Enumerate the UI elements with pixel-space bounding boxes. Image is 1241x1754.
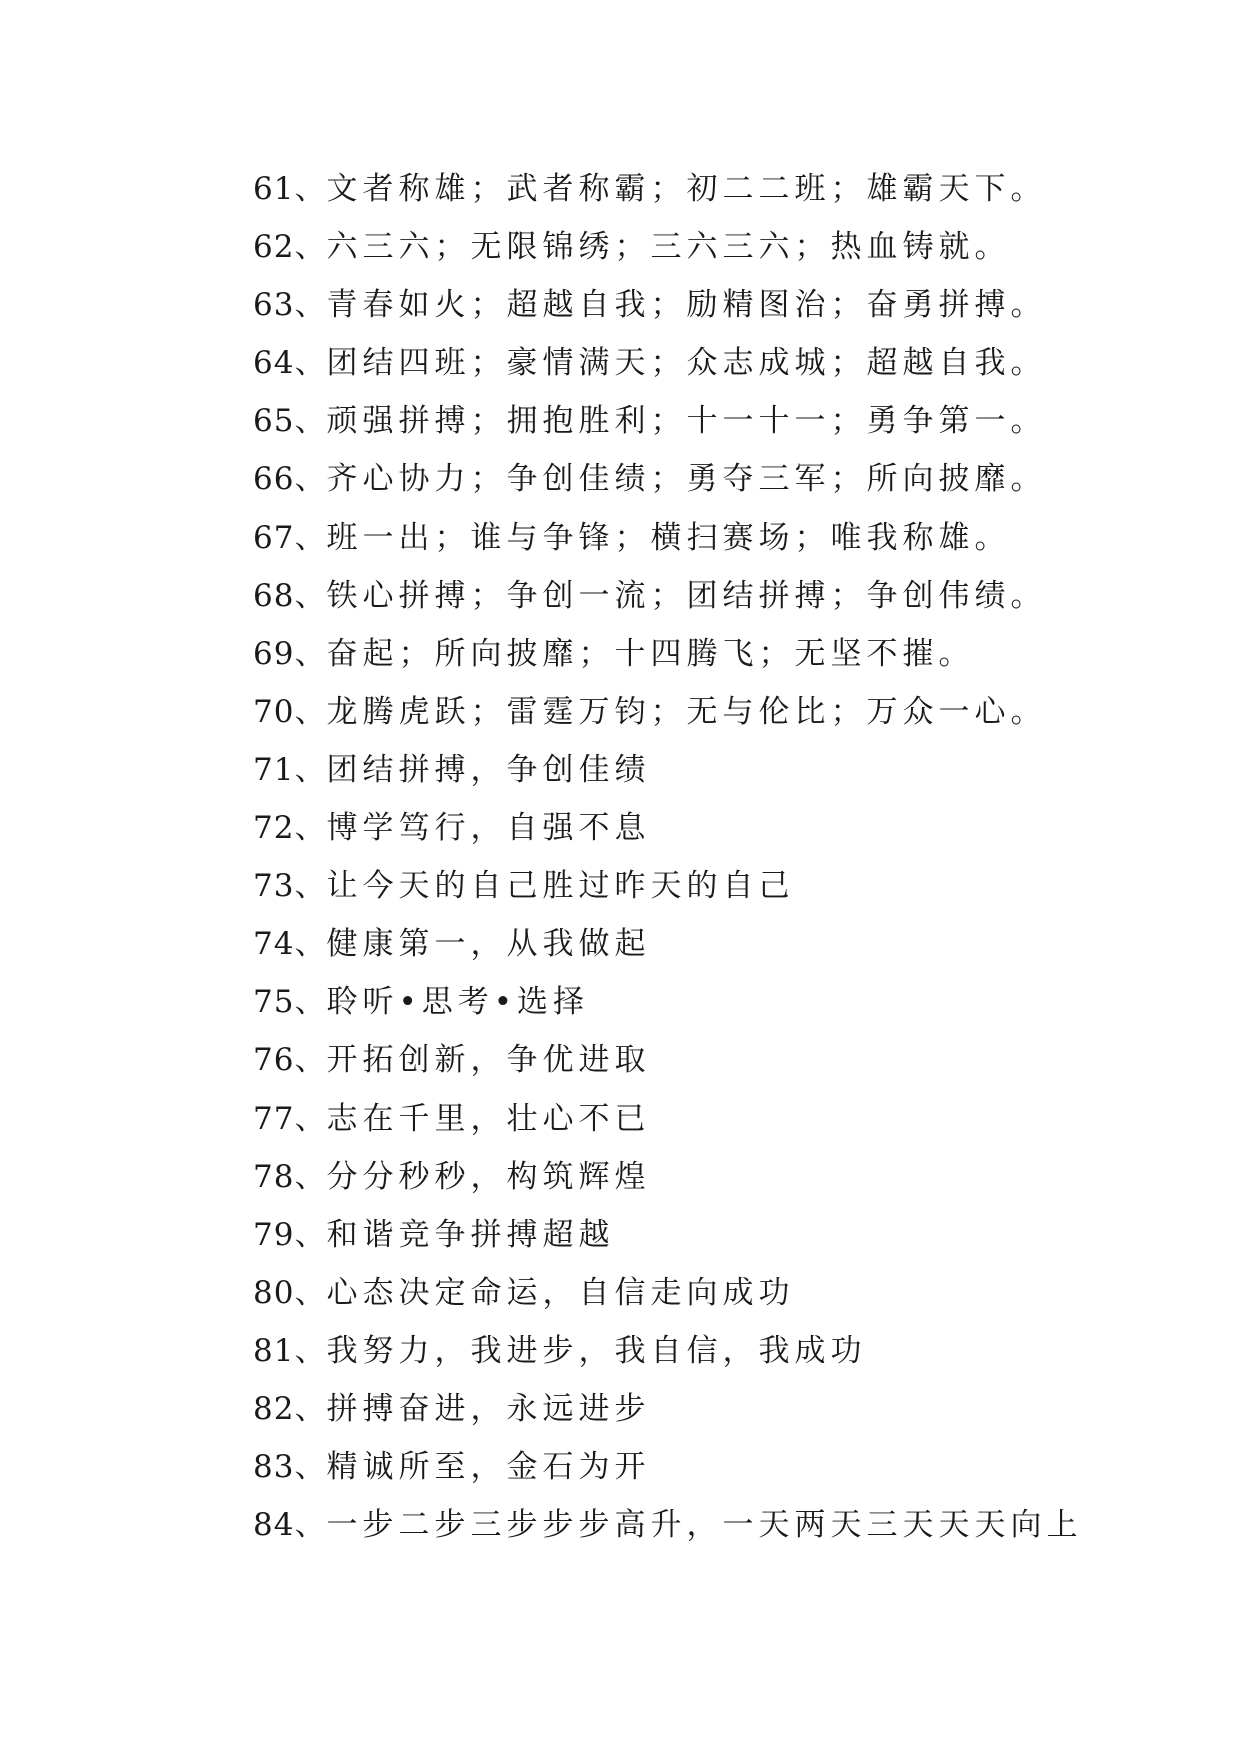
item-text: 一步二步三步步步高升，一天两天三天天天向上 xyxy=(326,1507,1083,1544)
list-item xyxy=(253,973,1153,1031)
item-number: 72、 xyxy=(253,810,327,847)
list-item xyxy=(253,1264,1153,1322)
list-item xyxy=(253,450,1153,508)
item-number: 75、 xyxy=(253,984,327,1021)
item-number: 64、 xyxy=(253,345,327,382)
item-text: 分分秒秒，构筑辉煌 xyxy=(326,1158,651,1195)
item-text: 龙腾虎跃；雷霆万钧；无与伦比；万众一心。 xyxy=(326,693,1047,730)
item-text: 和谐竞争拼搏超越 xyxy=(326,1216,615,1253)
item-text: 文者称雄；武者称霸；初二二班；雄霸天下。 xyxy=(326,171,1047,207)
item-text: 心态决定命运，自信走向成功 xyxy=(326,1274,795,1311)
list-item xyxy=(253,857,1153,915)
item-text: 我努力，我进步，我自信，我成功 xyxy=(326,1332,867,1369)
item-number: 63、 xyxy=(253,287,327,324)
item-number: 83、 xyxy=(253,1449,327,1486)
item-text: 聆听•思考•选择 xyxy=(326,984,590,1021)
item-number: 78、 xyxy=(253,1158,327,1195)
slogan-list xyxy=(253,160,1153,1554)
item-text: 奋起；所向披靡；十四腾飞；无坚不摧。 xyxy=(326,635,975,672)
list-item xyxy=(253,741,1153,799)
item-text: 精诚所至，金石为开 xyxy=(326,1449,651,1486)
list-item xyxy=(253,1322,1153,1380)
list-item xyxy=(253,915,1153,973)
item-number: 73、 xyxy=(253,868,327,905)
item-number: 61、 xyxy=(253,171,327,207)
item-text: 青春如火；超越自我；励精图治；奋勇拼搏。 xyxy=(326,287,1047,324)
item-text: 博学笃行，自强不息 xyxy=(326,810,651,847)
item-number: 71、 xyxy=(253,751,327,788)
list-item xyxy=(253,218,1153,276)
list-item xyxy=(253,799,1153,857)
list-item xyxy=(253,1380,1153,1438)
list-item xyxy=(253,625,1153,683)
item-text: 六三六；无限锦绣；三六三六；热血铸就。 xyxy=(326,229,1011,266)
item-number: 80、 xyxy=(253,1274,327,1311)
item-text: 健康第一，从我做起 xyxy=(326,926,651,963)
list-item xyxy=(253,683,1153,741)
item-number: 77、 xyxy=(253,1100,327,1137)
list-item xyxy=(253,1148,1153,1206)
item-number: 82、 xyxy=(253,1390,327,1427)
item-number: 68、 xyxy=(253,577,327,614)
list-item xyxy=(253,1496,1153,1554)
item-text: 铁心拼搏；争创一流；团结拼搏；争创伟绩。 xyxy=(326,577,1047,614)
item-number: 69、 xyxy=(253,635,327,672)
item-text: 让今天的自己胜过昨天的自己 xyxy=(326,868,795,905)
item-number: 84、 xyxy=(253,1507,327,1544)
item-text: 顽强拼搏；拥抱胜利；十一十一；勇争第一。 xyxy=(326,403,1047,440)
item-number: 76、 xyxy=(253,1042,327,1079)
item-text: 班一出；谁与争锋；横扫赛场；唯我称雄。 xyxy=(326,519,1011,556)
item-text: 志在千里，壮心不已 xyxy=(326,1100,651,1137)
list-item xyxy=(253,392,1153,450)
item-number: 74、 xyxy=(253,926,327,963)
list-item xyxy=(253,567,1153,625)
item-text: 团结拼搏，争创佳绩 xyxy=(326,751,651,788)
list-item xyxy=(253,1090,1153,1148)
item-number: 79、 xyxy=(253,1216,327,1253)
item-text: 团结四班；豪情满天；众志成城；超越自我。 xyxy=(326,345,1047,382)
list-item xyxy=(253,1438,1153,1496)
list-item xyxy=(253,1206,1153,1264)
list-item xyxy=(253,509,1153,567)
list-item xyxy=(253,1031,1153,1089)
item-text: 开拓创新，争优进取 xyxy=(326,1042,651,1079)
item-number: 67、 xyxy=(253,519,327,556)
list-item xyxy=(253,160,1153,218)
list-item xyxy=(253,334,1153,392)
item-number: 66、 xyxy=(253,461,327,498)
item-number: 70、 xyxy=(253,693,327,730)
item-number: 65、 xyxy=(253,403,327,440)
item-text: 拼搏奋进，永远进步 xyxy=(326,1390,651,1427)
item-number: 81、 xyxy=(253,1332,327,1369)
list-item xyxy=(253,276,1153,334)
item-number: 62、 xyxy=(253,229,327,266)
item-text: 齐心协力；争创佳绩；勇夺三军；所向披靡。 xyxy=(326,461,1047,498)
